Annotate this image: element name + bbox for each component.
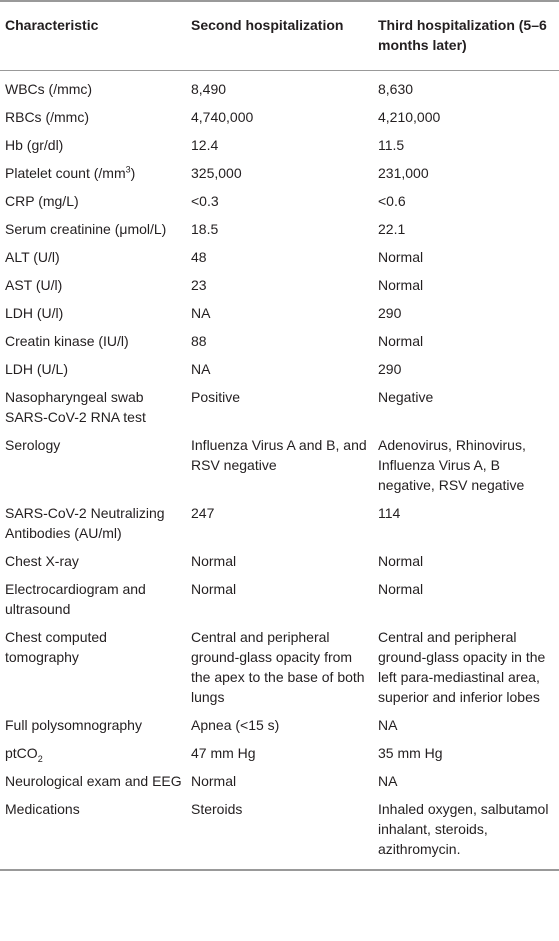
header-row xyxy=(0,1,559,71)
cell-characteristic: AST (U/l) xyxy=(5,277,63,293)
cell-characteristic: ALT (U/l) xyxy=(5,249,60,265)
table-body xyxy=(0,71,559,871)
cell-second: 47 mm Hg xyxy=(191,745,256,761)
table-row xyxy=(0,103,559,131)
cell-characteristic-text: Platelet count (/mm xyxy=(5,165,126,181)
table-row xyxy=(0,499,559,547)
cell-characteristic: Medications xyxy=(0,795,186,870)
table-row xyxy=(0,215,559,243)
table-row xyxy=(0,431,559,499)
cell-characteristic: RBCs (/mmc) xyxy=(5,109,89,125)
cell-third: 22.1 xyxy=(378,221,406,237)
table-row xyxy=(0,575,559,623)
subscript: 2 xyxy=(37,753,43,764)
cell-third: 114 xyxy=(378,505,401,521)
cell-second: 4,740,000 xyxy=(191,109,254,125)
cell-characteristic: Electrocardiogram and ultrasound xyxy=(5,581,146,617)
cell-third: 231,000 xyxy=(378,165,429,181)
cell-second: 18.5 xyxy=(191,221,219,237)
cell-characteristic: Full polysomnography xyxy=(5,717,142,733)
cell-second: 88 xyxy=(191,333,207,349)
cell-third: NA xyxy=(378,773,398,789)
cell-second: <0.3 xyxy=(191,193,219,209)
cell-third: Normal xyxy=(378,553,424,569)
cell-third: Normal xyxy=(378,333,424,349)
table-row xyxy=(0,271,559,299)
cell-second: Positive xyxy=(191,389,241,405)
cell-characteristic: SARS-CoV-2 Neutralizing Antibodies (AU/ml) xyxy=(5,505,165,541)
cell-third: 4,210,000 xyxy=(378,109,441,125)
cell-characteristic xyxy=(0,159,186,187)
cell-characteristic: Chest computed tomography xyxy=(5,629,107,665)
cell-characteristic: Serum creatinine (μmol/L) xyxy=(5,221,167,237)
cell-characteristic: Chest X-ray xyxy=(5,553,79,569)
cell-second: NA xyxy=(191,305,211,321)
cell-third: 290 xyxy=(378,361,402,377)
cell-third: 8,630 xyxy=(378,81,414,97)
cell-third: 11.5 xyxy=(378,137,405,153)
cell-third: 290 xyxy=(378,305,402,321)
superscript: 3 xyxy=(125,164,131,175)
cell-characteristic-text: ptCO xyxy=(5,745,38,761)
table-row xyxy=(0,739,559,767)
cell-second: 325,000 xyxy=(191,165,242,181)
table-row xyxy=(0,327,559,355)
table-row xyxy=(0,187,559,215)
cell-characteristic: Nasopharyngeal swab SARS-CoV-2 RNA test xyxy=(5,389,146,425)
cell-second: 247 xyxy=(191,505,215,521)
table-row xyxy=(0,795,559,870)
cell-second: 23 xyxy=(191,277,207,293)
cell-second: Central and peripheral ground-glass opacity from the apex to the base of both lungs xyxy=(191,629,365,705)
cell-second: Normal xyxy=(191,553,237,569)
cell-third: Normal xyxy=(378,581,424,597)
cell-characteristic: Creatin kinase (IU/l) xyxy=(5,333,129,349)
cell-third: Inhaled oxygen, salbutamol inhalant, steroids, azithromycin. xyxy=(373,795,559,870)
table-row xyxy=(0,547,559,575)
cell-third: Negative xyxy=(378,389,434,405)
table-row xyxy=(0,383,559,431)
column-header-characteristic: Characteristic xyxy=(0,1,186,71)
cell-characteristic: Serology xyxy=(5,437,61,453)
table-header xyxy=(0,1,559,71)
cell-second: 48 xyxy=(191,249,207,265)
table-row xyxy=(0,711,559,739)
cell-third: Normal xyxy=(378,277,424,293)
cell-characteristic: LDH (U/l) xyxy=(5,305,64,321)
cell-characteristic: WBCs (/mmc) xyxy=(5,81,93,97)
table-row xyxy=(0,131,559,159)
cell-third: NA xyxy=(378,717,398,733)
cell-characteristic: Hb (gr/dl) xyxy=(5,137,64,153)
table-row xyxy=(0,355,559,383)
cell-second: Steroids xyxy=(186,795,373,870)
cell-third: Normal xyxy=(378,249,424,265)
table-row xyxy=(0,767,559,795)
column-header-second-hospitalization: Second hospitalization xyxy=(186,1,373,71)
cell-second: Normal xyxy=(191,581,237,597)
table-row xyxy=(0,71,559,104)
cell-second: 8,490 xyxy=(191,81,227,97)
cell-third: Adenovirus, Rhinovirus, Influenza Virus A, B negative, RSV negative xyxy=(378,437,526,493)
cell-second: Apnea (<15 s) xyxy=(191,717,280,733)
cell-characteristic: CRP (mg/L) xyxy=(5,193,79,209)
column-header-third-hospitalization: Third hospitalization (5–6 months later) xyxy=(373,1,559,71)
table-row xyxy=(0,299,559,327)
cell-second: 12.4 xyxy=(191,137,219,153)
cell-characteristic xyxy=(0,739,186,767)
cell-characteristic: LDH (U/L) xyxy=(5,361,69,377)
cell-third: 35 mm Hg xyxy=(378,745,443,761)
cell-third: <0.6 xyxy=(378,193,406,209)
cell-second: Normal xyxy=(191,773,237,789)
table-row xyxy=(0,243,559,271)
cell-second: Influenza Virus A and B, and RSV negative xyxy=(191,437,367,473)
cell-characteristic: Neurological exam and EEG xyxy=(5,773,182,789)
closing-paren: ) xyxy=(130,165,136,181)
cell-second: NA xyxy=(191,361,211,377)
table-row xyxy=(0,159,559,187)
cell-third: Central and peripheral ground-glass opacity in the left para-mediastinal area, superior and inferior lobes xyxy=(378,629,546,705)
table-row xyxy=(0,623,559,711)
